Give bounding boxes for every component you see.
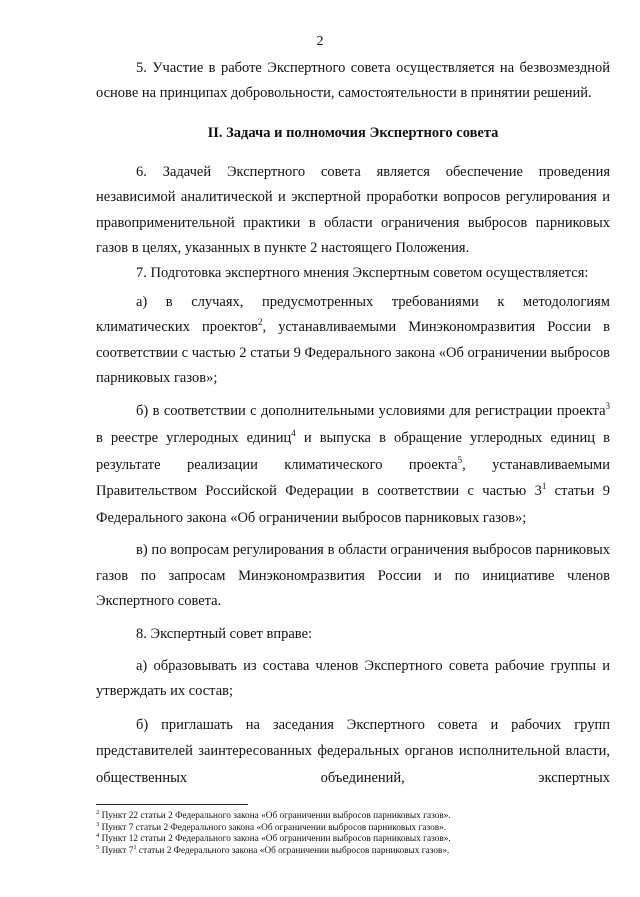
- paragraph-8: 8. Экспертный совет вправе:: [136, 625, 313, 642]
- footnote-ref-4: 4: [291, 428, 296, 439]
- footnote-ref-5: 5: [457, 454, 463, 465]
- paragraph-8b: б) приглашать на заседания Экспертного совета и рабочих групп представителей заинтересованных федеральных органов исполнительной власти, общественных объединений, экспертных: [96, 716, 610, 787]
- footnote-number: 3: [96, 820, 100, 828]
- footnote-text: Пункт 7 статьи 2 Федерального закона «Об ограничении выбросов парниковых газов».: [99, 822, 447, 833]
- paragraph-7b-text-2: в реестре углеродных единиц: [96, 430, 292, 447]
- paragraph-6: 6. Задачей Экспертного совета является обеспечение проведения независимой аналитической и экспертной проработки вопросов регулирования и правоприменительной практики в области ограничения выбросов парниковых газов в целях, указанных в пункте 2 настоящего Положения.: [96, 163, 610, 257]
- paragraph-7b-text-1: б) в соответствии с дополнительными условиями для регистрации проекта: [136, 403, 606, 420]
- footnote-ref-3: 3: [605, 401, 610, 412]
- paragraph-7b-text-3: и выпуска в обращение углеродных единиц в результате реализации климатического проекта: [96, 430, 610, 473]
- footnote-number: 2: [96, 808, 100, 816]
- paragraph-8a: а) образовывать из состава членов Экспертного совета рабочие группы и утверждать их состав;: [96, 658, 610, 700]
- footnotes: [96, 808, 610, 857]
- article-part-superscript: 1: [541, 481, 547, 492]
- paragraph-7v: в) по вопросам регулирования в области ограничения выбросов парниковых газов по запросам Минэкономразвития России и по инициативе членов Экспертного совета.: [96, 542, 610, 610]
- footnote-inner-superscript: 1: [133, 843, 137, 851]
- footnote-2: [96, 808, 610, 823]
- paragraph-7: 7. Подготовка экспертного мнения Экспертным советом осуществляется:: [136, 265, 589, 282]
- footnote-separator: [96, 804, 248, 805]
- paragraph-5: 5. Участие в работе Экспертного совета осуществляется на безвозмездной основе на принципах добровольности, самостоятельности в принятии решений.: [96, 60, 610, 102]
- page-number: 2: [316, 34, 324, 49]
- footnote-number: 5: [96, 843, 100, 851]
- footnote-ref-2: 2: [257, 317, 263, 328]
- footnote-text-1: Пункт 7: [99, 845, 134, 856]
- footnote-4: [96, 834, 610, 846]
- paragraph-7a-text-2: , устанавливаемыми Минэкономразвития России в соответствии с частью 2 статьи 9 Федерального закона «Об ограничении выбросов парниковых газов»;: [96, 319, 610, 387]
- paragraph-7a: [96, 290, 610, 392]
- paragraph-7b: [96, 398, 610, 531]
- footnote-text-2: статьи 2 Федерального закона «Об ограничении выбросов парниковых газов».: [136, 845, 450, 856]
- paragraph-7b-text-4: , устанавливаемыми Правительством Российской Федерации в соответствии с частью 3: [96, 456, 610, 500]
- section-heading: II. Задача и полномочия Экспертного совета: [207, 124, 499, 141]
- paragraph-7b-text-5: статьи 9 Федерального закона «Об ограничении выбросов парниковых газов»;: [96, 483, 610, 526]
- footnote-text: Пункт 22 статьи 2 Федерального закона «Об ограничении выбросов парниковых газов».: [99, 811, 451, 821]
- footnote-number: 4: [96, 832, 100, 840]
- footnote-3: [96, 820, 610, 835]
- document-body: [96, 56, 610, 792]
- paragraph-7a-text-1: а) в случаях, предусмотренных требованиями к методологиям климатических проектов: [96, 293, 610, 336]
- footnote-5: [96, 843, 610, 858]
- footnote-text: Пункт 12 статьи 2 Федерального закона «Об ограничении выбросов парниковых газов».: [99, 834, 451, 845]
